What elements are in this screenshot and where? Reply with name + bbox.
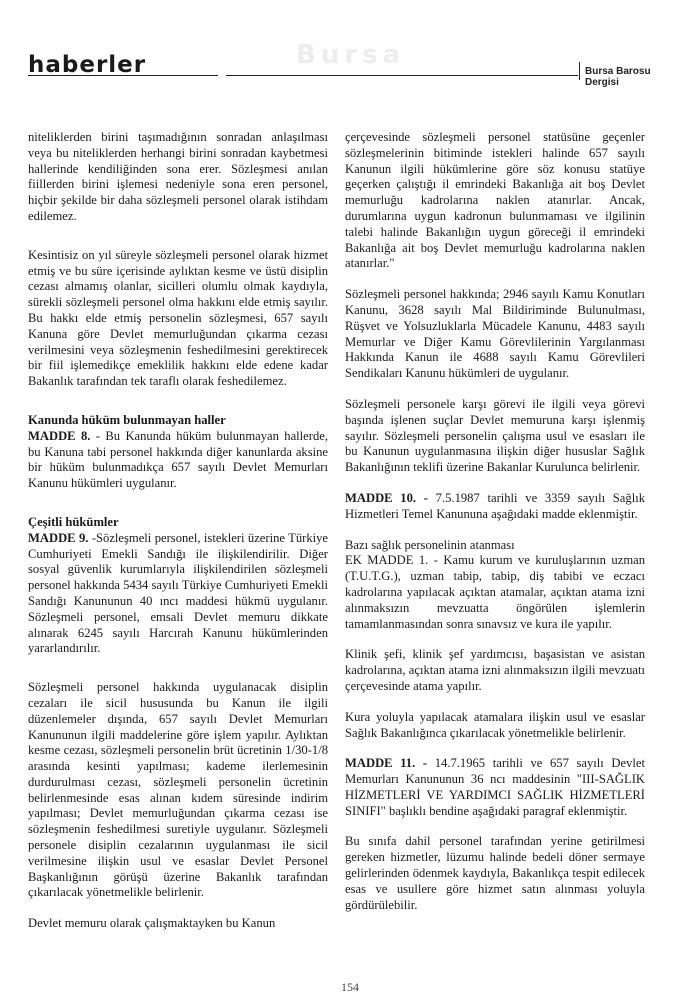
journal-name: Bursa Barosu Dergisi — [585, 66, 651, 88]
page-number: 154 — [341, 980, 359, 994]
paragraph: Kura yoluyla yapılacak atamalara ilişkin usul ve esaslar Sağlık Bakanlığınca çıkarılacak yönetmelikle belirlenir. — [345, 709, 645, 740]
paragraph: Kesintisiz on yıl süreyle sözleşmeli personel olarak hizmet etmiş ve bu süre içerisinde aylıktan kesme ve üstü disiplin cezası almamış olanlar, sicilleri olumlu olmak kaydıyla, sürekli sözleşmeli personel olma hakkını elde etmiş sayılır. Bu hakkı elde etmiş personelin sözleşmesi, 657 sayılı Kanuna göre Devlet memurluğundan çıkarma cezası verilmesini veya sözleşmenin feshedilmesini gerektirecek bir fiil işlemedikçe emeklilik hakkını elde edene kadar Bakanlık tarafından tek taraflı olarak feshedilemez. — [28, 247, 328, 389]
article-11 — [345, 756, 645, 819]
faded-watermark-text: Bursa — [296, 40, 406, 70]
title-underline — [28, 75, 218, 76]
article-text: -Sözleşmeli personel, istekleri üzerine Türkiye Cumhuriyeti Emekli Sandığı ile ilişkilendirilir. Diğer sosyal güvenlik kurumlarıyla ilişkilendirilen sözleşmeli personel hakkında 5434 sayılı Türkiye Cumhuriyeti Emekli Sandığı Kanununun 40 ıncı maddesi hükmü uygulanır. Sözleşmeli personel, emsali Devlet memuru dikkate alınarak 6245 sayılı Harcırah Kanunu hükümlerinden yararlandırılır. — [28, 530, 328, 656]
paragraph: Sözleşmeli personele karşı görevi ile ilgili veya görevi başında işlenen suçlar Devlet memuruna karşı işlenmiş sayılır. Sözleşmeli personelin çalışma usul ve esasları ile bu Kanunun uygulanmasına ilişkin diğer hususlar Sağlık Bakanlığının teklifi üzerine Bakanlar Kurulunca belirlenir. — [345, 396, 645, 475]
article-heading: Çeşitli hükümler — [28, 514, 119, 529]
header-divider-tick — [579, 62, 580, 80]
paragraph: Bu sınıfa dahil personel tarafından yerine getirilmesi gereken hizmetler, lüzumu halinde bedeli döner sermaye gelirlerinden ödenmek kaydıyla, Bakanlıkça tespit edilecek esas ve usullere göre hizmet satın alınması yoluyla gördürülebilir. — [345, 834, 645, 912]
section-title: haberler — [28, 52, 147, 78]
article-text: 7.5.1987 tarihli ve 3359 sayılı Sağlık Hizmetleri Temel Kanununa aşağıdaki madde eklenmiştir. — [345, 490, 645, 521]
page-header — [28, 0, 678, 110]
ek-madde-1: EK MADDE 1. - Kamu kurum ve kuruluşlarının uzman (T.U.T.G.), uzman tabip, tabip, diş tabibi ve eczacı kadrolarına yapılacak açıktan atamalar, açıktan atama izni alınmaksızın mevzuatta öngörülen işlemlerin tamamlanmasından sonra sınavsız ve kura ile yapılır. — [345, 553, 645, 631]
sub-heading: Bazı sağlık personelinin atanması — [345, 537, 515, 552]
article-heading: Kanunda hüküm bulunmayan haller — [28, 412, 226, 427]
paragraph: Sözleşmeli personel hakkında; 2946 sayılı Kamu Konutları Kanunu, 3628 sayılı Mal Bildiriminde Bulunulması, Rüşvet ve Yolsuzluklarla Mücadele Kanunu, 4483 sayılı Memurlar ve Diğer Kamu Görevlilerinin Yargılanması Hakkında Kanun ile 4688 sayılı Kamu Görevlileri Sendikaları Kanunu hükümleri de uygulanır. — [345, 287, 645, 381]
paragraph: niteliklerden birini taşımadığının sonradan anlaşılması veya bu niteliklerden herhangi birini sonradan kaybetmesi hallerinde kendiliğinden sona erer. Sözleşmesi anılan fiillerden birini işlemesi nedeniyle sona eren personel, hiçbir şekilde bir daha sözleşmeli personel olarak istihdam edilemez. — [28, 130, 328, 223]
article-label: MADDE 10. - — [345, 490, 428, 505]
header-rule — [226, 75, 578, 76]
article-label: MADDE 11. - — [345, 756, 428, 771]
right-column — [345, 130, 645, 913]
paragraph: Sözleşmeli personel hakkında uygulanacak disiplin cezaları ile sicil hususunda bu Kanun ile ilgili düzenlemeler dışında, 657 sayılı Devlet Memurları Kanununun ilgili maddelerine göre işlem yapılır. Aylıktan kesme cezası, sözleşmeli personelin brüt ücretinin 1/30-1/8 arasında kesinti yapılması; kademe ilerlemesinin durdurulması cezası, sözleşmeli personelin ücretinin belirlenmesinde esas alınan kıdem süresinde indirim yapılması; Devlet memurluğundan çıkarma cezası ise sözleşmenin feshedilmesi suretiyle uygulanır. Sözleşmeli personele disiplin cezalarının uygulanması ile sicil verilmesine ilişkin usul ve esaslar Devlet Personel Başkanlığının görüşü üzerine Bakanlık tarafından çıkarılacak yönetmelikle belirlenir. — [28, 680, 328, 900]
article-9 — [28, 531, 328, 657]
article-label: MADDE 8. — [28, 428, 91, 443]
paragraph: Devlet memuru olarak çalışmaktayken bu Kanun — [28, 916, 276, 931]
article-text: 14.7.1965 tarihli ve 657 sayılı Devlet Memurları Kanununun 36 ncı maddesinin "III-SAĞLIK HİZMETLERİ VE YARDIMCI SAĞLIK HİZMETLERİ SINIFI" başlıklı bendine aşağıdaki paragraf eklenmiştir. — [345, 756, 645, 818]
paragraph: çerçevesinde sözleşmeli personel statüsüne geçenler sözleşmelerinin bitiminde istekleri halinde 657 sayılı Kanunun ilgili hükümlerine göre söz konusu statüye geçerken çalıştığı il emrindeki Bakanlığa ait boş Devlet memurluğu kadrolarına naklen atanırlar. Ancak, durumlarına uygun kadronun bulunmaması ve ilgilinin talebi halinde Bakanlığın uygun göreceği il emrindeki Bakanlığa ait boş Devlet memurluğu kadrolarına naklen atanırlar." — [345, 130, 645, 271]
article-text: - Bu Kanunda hüküm bulunmayan hallerde, bu Kanuna tabi personel hakkında diğer kanunlarda aksine bir hüküm bulunmadıkça 657 sayılı Devlet Memurları Kanunu hükümleri uygulanır. — [28, 428, 328, 491]
article-label: MADDE 9. — [28, 530, 89, 545]
paragraph: Klinik şefi, klinik şef yardımcısı, başasistan ve asistan kadrolarına, açıktan atama izni alınmaksızın ilgili mevzuatı çerçevesinde atama yapılır. — [345, 647, 645, 693]
article-10 — [345, 491, 645, 523]
article-8 — [28, 429, 328, 492]
left-column — [28, 130, 328, 932]
